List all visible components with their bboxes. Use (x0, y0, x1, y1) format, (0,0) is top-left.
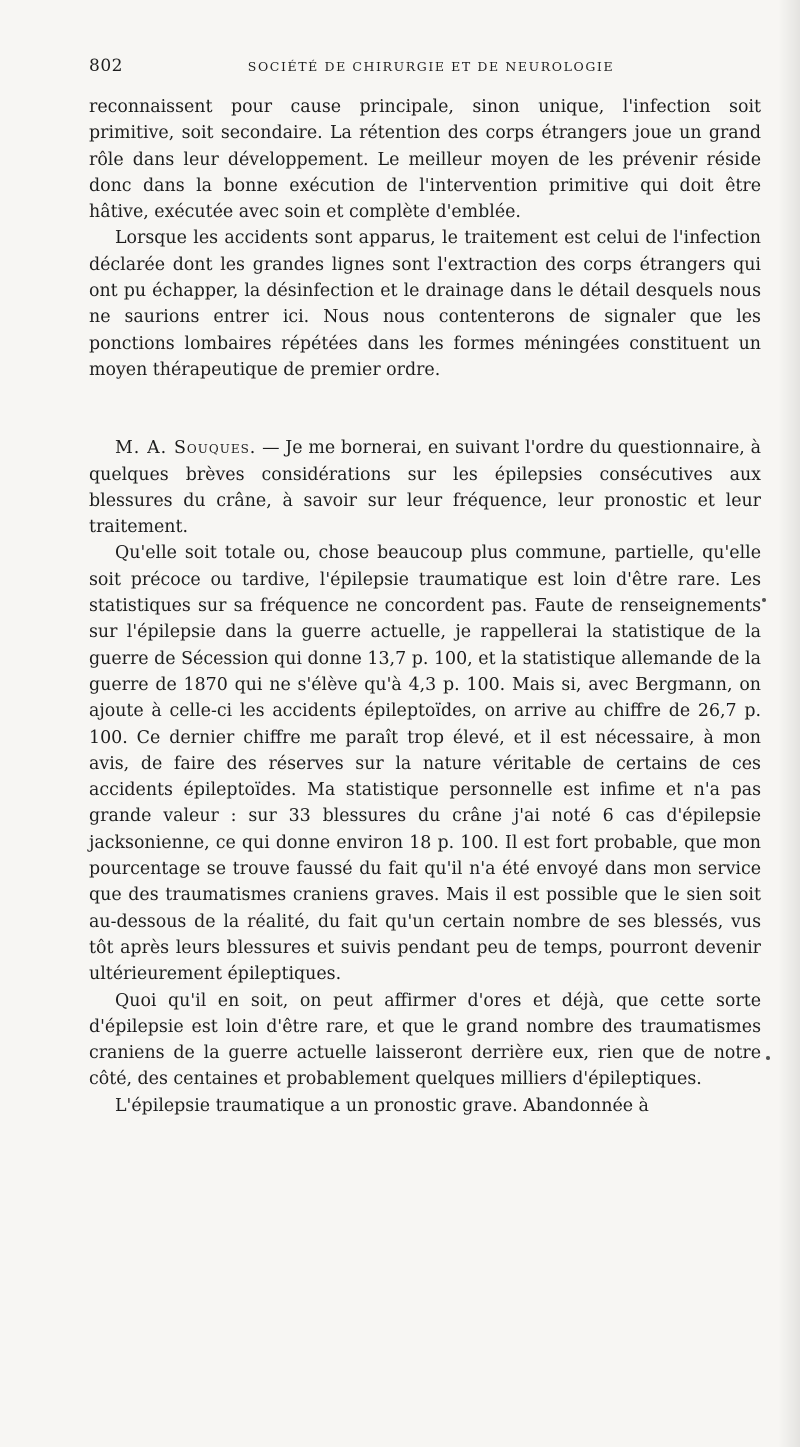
page-header (89, 56, 761, 84)
margin-speck (766, 1056, 770, 1060)
paragraph-conclusion: Quoi qu'il en soit, on peut affirmer d'ores et déjà, que cette sorte d'épilepsie est loin d'être rare, et que le grand nombre des traumatismes craniens de la guerre actuelle laisseront derrière eux, rien que de notre côté, des centaines et probablement quelques milliers d'épileptiques. (89, 990, 761, 1090)
paragraph-prognosis: L'épilepsie traumatique a un pronostic grave. Abandonnée à (115, 1095, 649, 1116)
paragraph-treatment: Lorsque les accidents sont apparus, le traitement est celui de l'infection déclarée dont les grandes lignes sont l'extraction des corps étrangers qui ont pu échapper, la désinfection et le drainage dans le détail desquels nous ne saurions entrer ici. Nous nous contenterons de signaler que les ponctions lombaires répétées dans les formes méningées constituent un moyen thérapeutique de premier ordre. (89, 228, 761, 380)
margin-speck (762, 598, 766, 602)
paragraph-continued: reconnaissent pour cause principale, sinon unique, l'infection soit primitive, soit secondaire. La rétention des corps étrangers joue un grand rôle dans leur développement. Le meilleur moyen de les prévenir réside donc dans la bonne exécution de l'intervention primitive qui doit être hâtive, exécutée avec soin et complète d'emblée. (89, 97, 761, 223)
speech-opening-text: Je me bornerai, en suivant l'ordre du questionnaire, à quelques brèves considérations sur les épilepsies consécutives aux blessures du crâne, à savoir sur leur fréquence, leur pronostic et leur traitement. (89, 438, 761, 538)
book-page (89, 56, 761, 1119)
page-number: 802 (89, 56, 123, 76)
speaker-name: M. A. Souques. (115, 438, 257, 459)
running-head: SOCIÉTÉ DE CHIRURGIE ET DE NEUROLOGIE (247, 59, 615, 74)
speaker-dash: — (256, 438, 286, 459)
speech-opening-paragraph (89, 435, 761, 540)
page-edge-shadow (778, 0, 800, 1447)
section-gap (89, 383, 761, 435)
paragraph-frequency: Qu'elle soit totale ou, chose beaucoup plus commune, partielle, qu'elle soit précoce ou tardive, l'épilepsie traumatique est loin d'être rare. Les statistiques sur sa fréquence ne concordent pas. Faute de renseignements sur l'épilepsie dans la guerre actuelle, je rappellerai la statistique de la guerre de Sécession qui donne 13,7 p. 100, et la statistique allemande de la guerre de 1870 qui ne s'élève qu'à 4,3 p. 100. Mais si, avec Bergmann, on ajoute à celle-ci les accidents épileptoïdes, on arrive au chiffre de 26,7 p. 100. Ce dernier chiffre me paraît trop élevé, et il est nécessaire, à mon avis, de faire des réserves sur la nature véritable de certains de ces accidents épileptoïdes. Ma statistique personnelle est infime et n'a pas grande valeur : sur 33 blessures du crâne j'ai noté 6 cas d'épilepsie jacksonienne, ce qui donne environ 18 p. 100. Il est fort probable, que mon pourcentage se trouve faussé du fait qu'il n'a été envoyé dans mon service que des traumatismes craniens graves. Mais il est possible que le sien soit au-dessous de la réalité, du fait qu'un certain nombre de ses blessés, vus tôt après leurs blessures et suivis pendant peu de temps, pourront devenir ultérieurement épileptiques. (89, 543, 761, 985)
